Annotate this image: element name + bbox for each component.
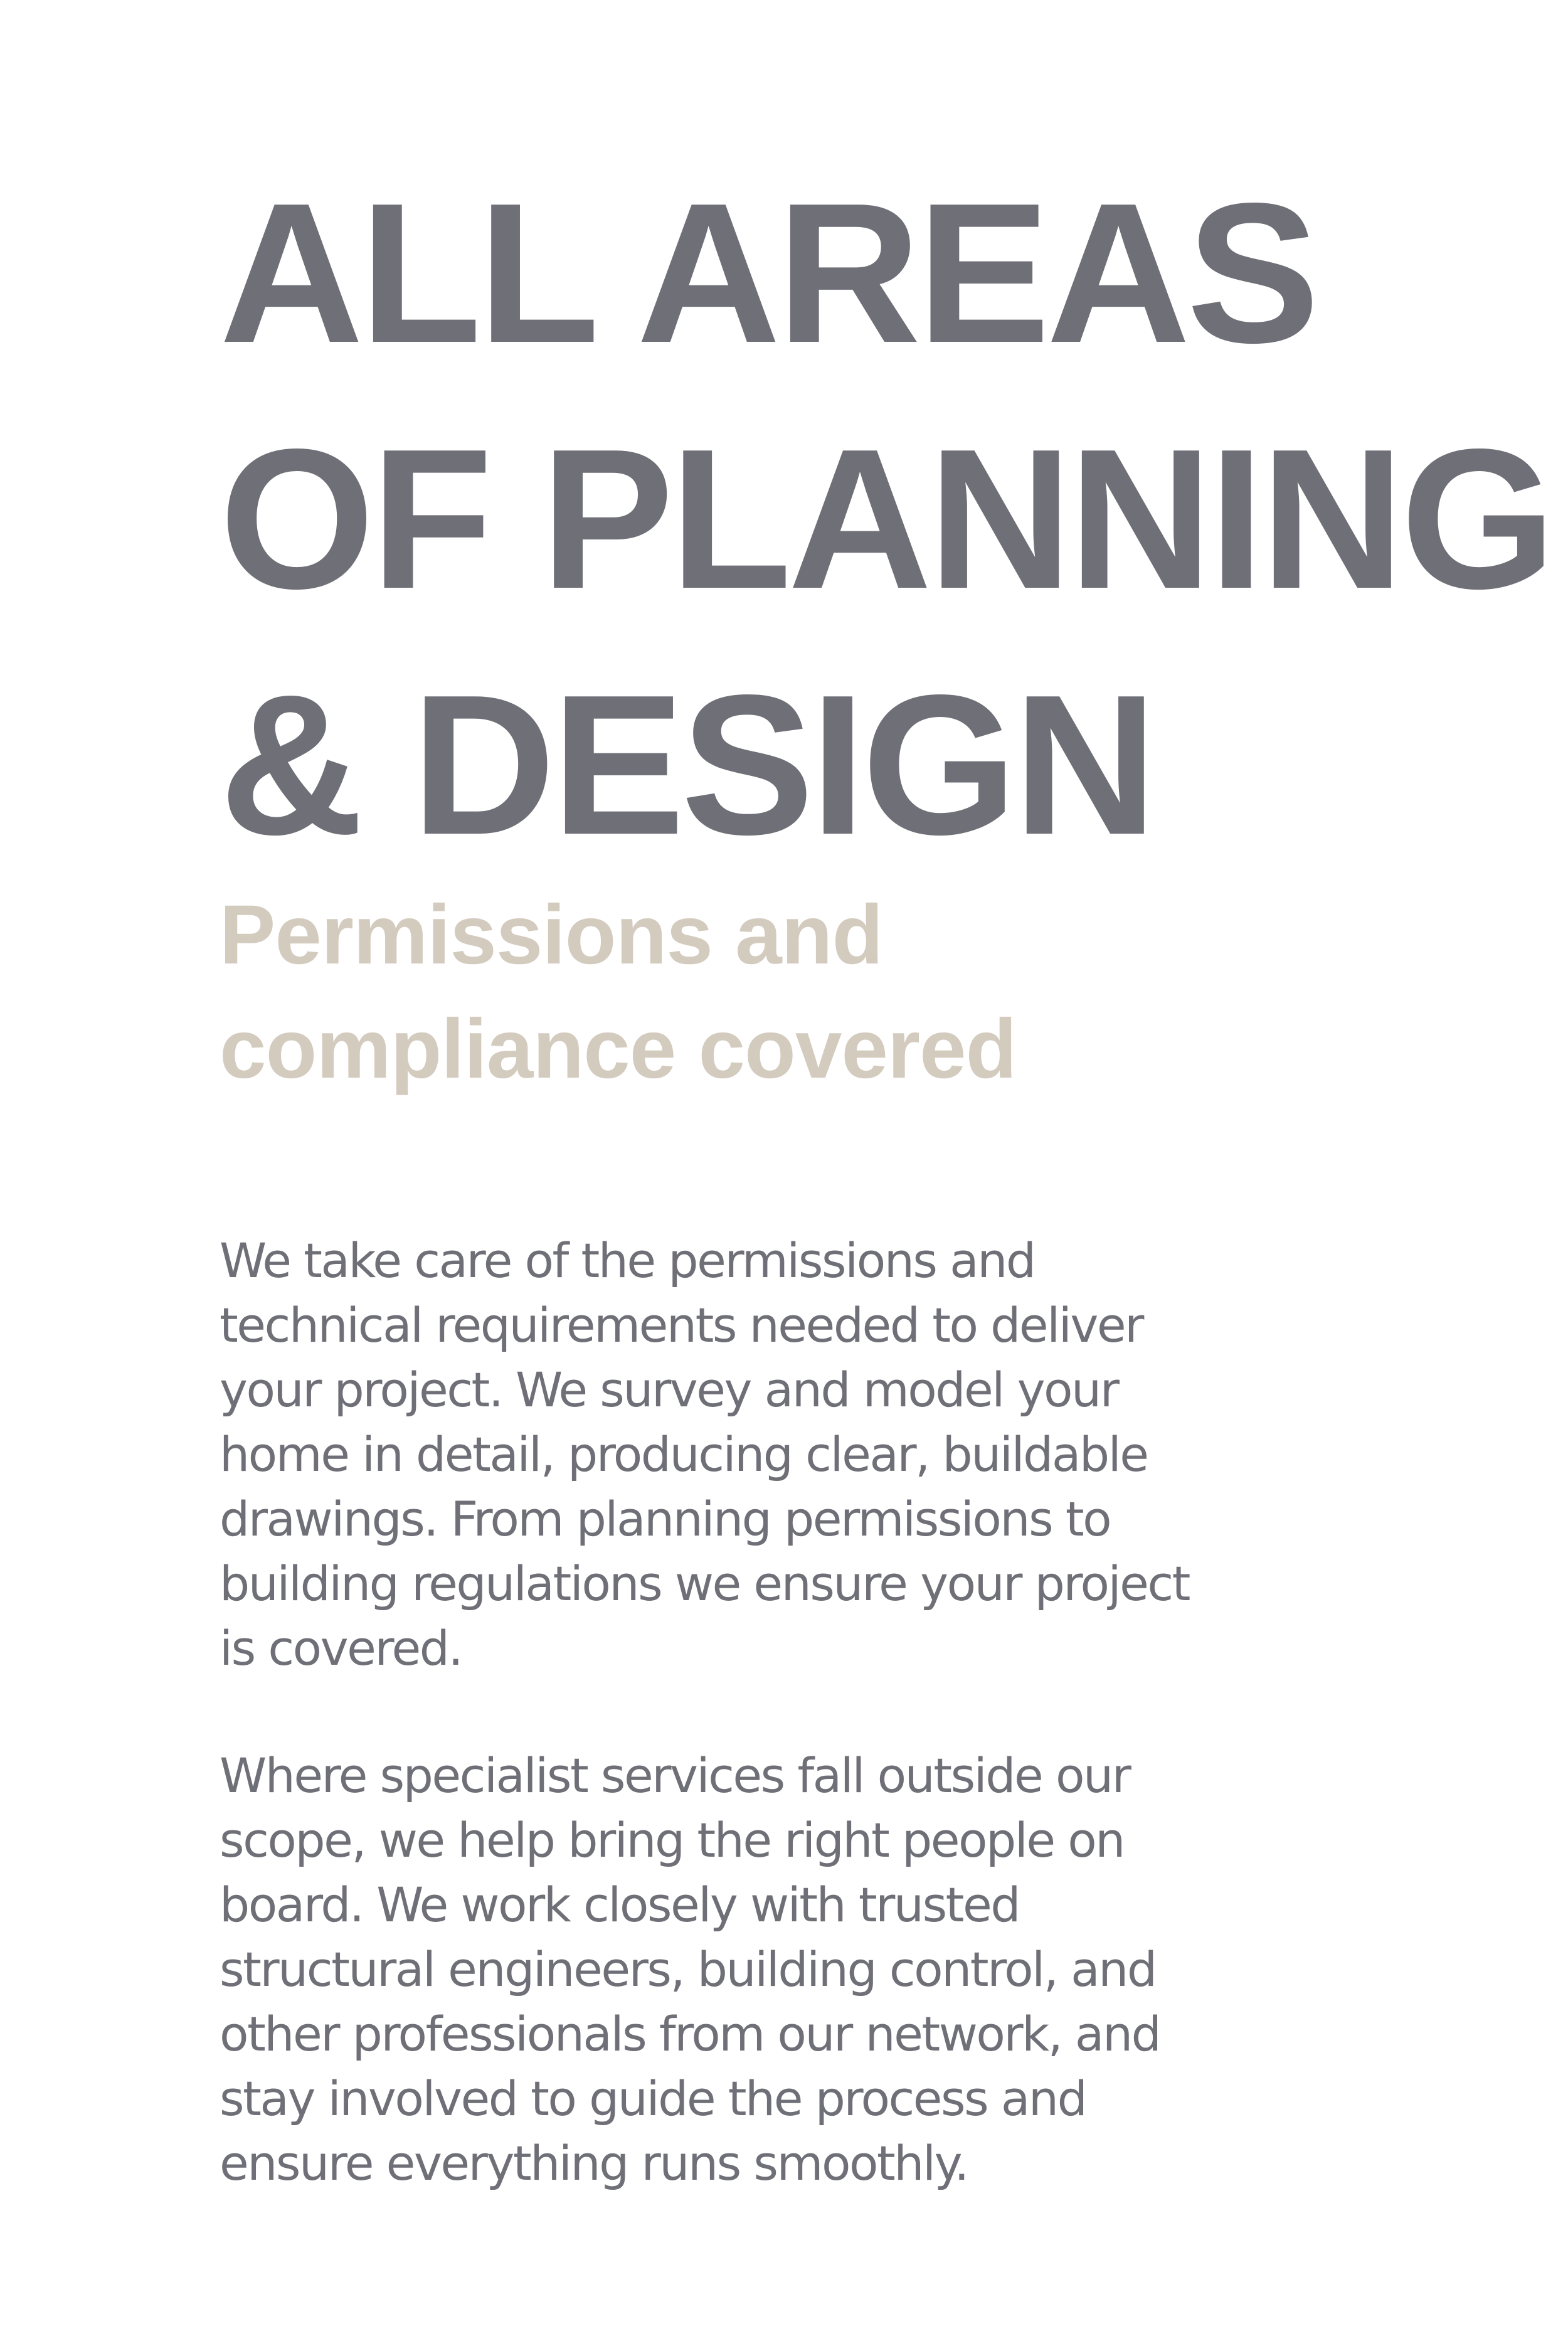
page-subtitle — [220, 878, 1016, 1107]
paragraph-line: other professionals from our network, and — [220, 2006, 1160, 2062]
paragraph-line: ensure everything runs smoothly. — [220, 2135, 968, 2191]
paragraph-line: is covered. — [220, 1620, 462, 1676]
paragraph-line: home in detail, producing clear, buildable — [220, 1426, 1148, 1482]
paragraph-line: technical requirements needed to deliver — [220, 1297, 1143, 1353]
paragraph-line: board. We work closely with trusted — [220, 1877, 1019, 1933]
paragraph-line: your project. We survey and model your — [220, 1362, 1118, 1418]
paragraph-line: drawings. From planning permissions to — [220, 1491, 1111, 1547]
page-title-line: & DESIGN — [220, 654, 1154, 876]
page-subtitle-line: compliance covered — [220, 1002, 1017, 1096]
paragraph-line: We take care of the permissions and — [220, 1233, 1035, 1288]
page-subtitle-line: Permissions and — [220, 888, 883, 982]
page-title-line: OF PLANNING — [220, 408, 1552, 630]
paragraph-line: structural engineers, building control, and — [220, 1941, 1156, 1997]
paragraph-line: Where specialist services fall outside our — [220, 1748, 1130, 1803]
page-title-line: ALL AREAS — [220, 162, 1316, 385]
paragraph-line: building regulations we ensure your project — [220, 1556, 1189, 1611]
page-title — [220, 151, 1552, 888]
body-paragraph-permissions — [220, 1228, 1189, 1680]
paragraph-line: stay involved to guide the process and — [220, 2071, 1086, 2126]
body-paragraph-specialists — [220, 1743, 1160, 2195]
paragraph-line: scope, we help bring the right people on — [220, 1812, 1124, 1868]
